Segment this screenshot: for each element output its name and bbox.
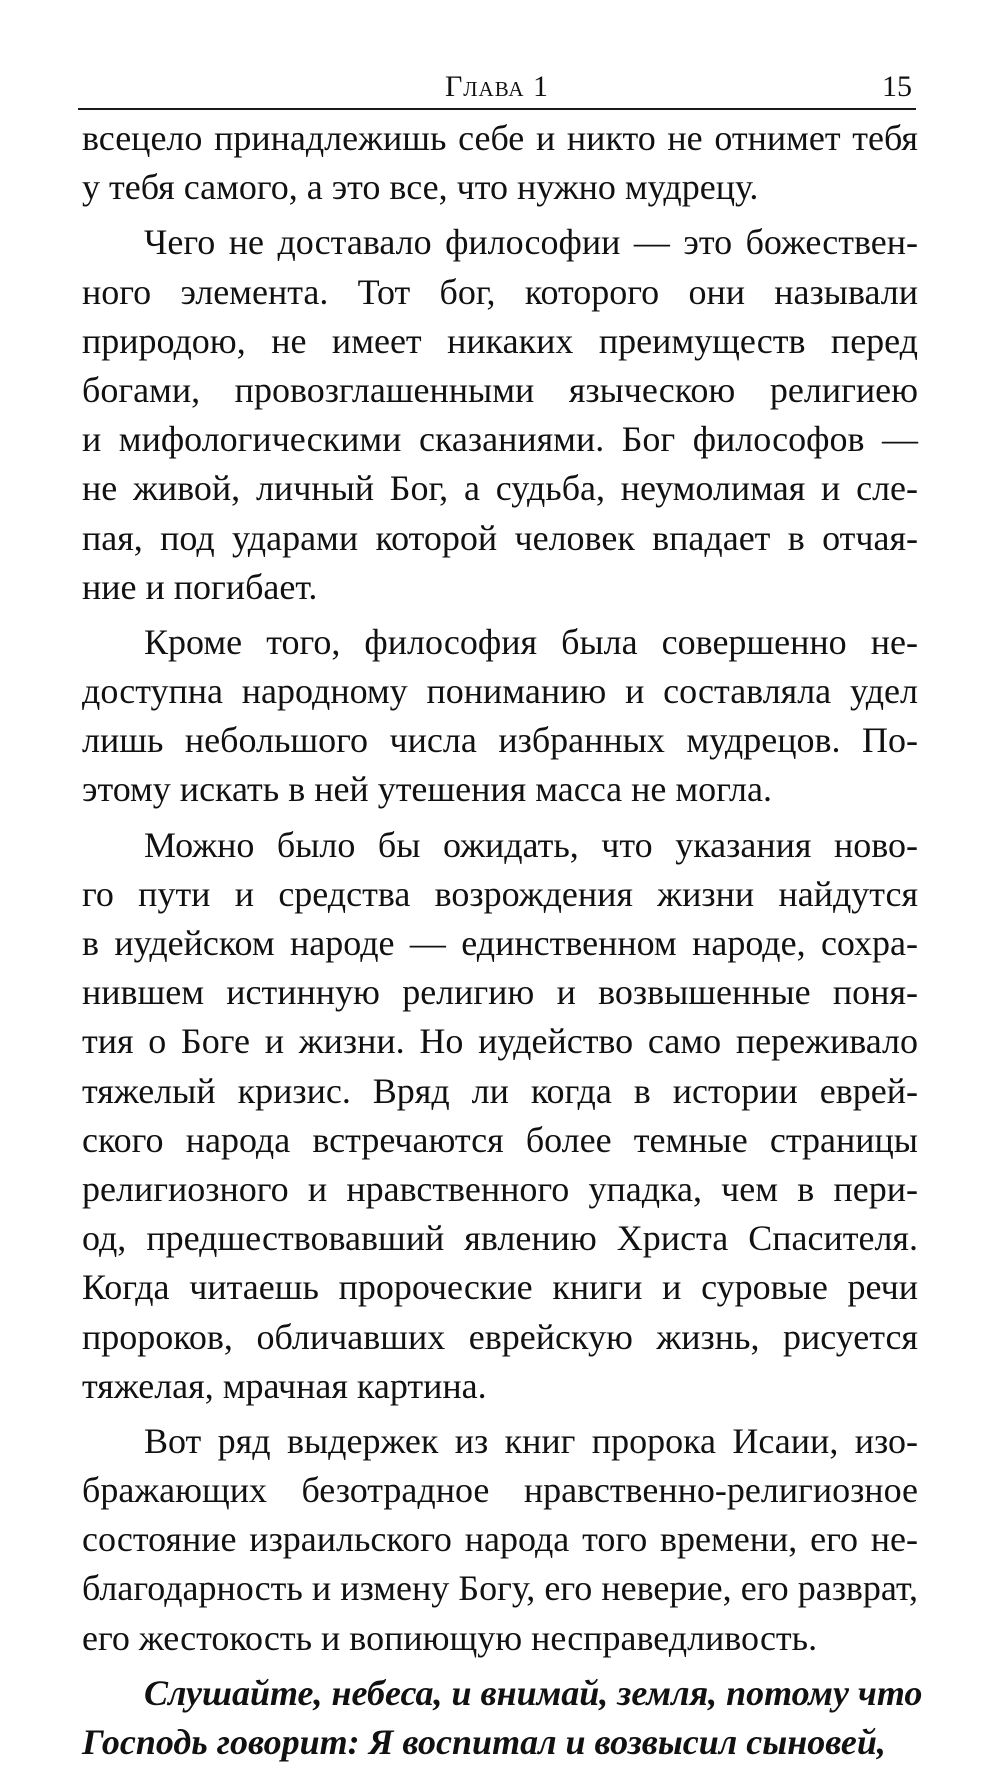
text-line: пая, под ударами которой человек впадает в отчая- (82, 517, 918, 558)
text-line: Господь говорит: Я воспитал и возвысил сыновей, (82, 1722, 886, 1762)
text-line: тяжелая, мрачная картина. (82, 1365, 487, 1406)
text-line: богами, провозглашенными языческою религиею (82, 369, 918, 410)
text-line: ского народа встречаются более темные страницы (82, 1119, 918, 1160)
text-line: лишь небольшого числа избранных мудрецов. По- (82, 720, 918, 761)
text-line: природою, не имеет никаких преимуществ перед (82, 320, 918, 361)
text-line: его жестокость и вопиющую несправедливость. (82, 1617, 818, 1658)
text-line: доступна народному пониманию и составляла удел (82, 671, 918, 712)
text-line: этому искать в ней утешения масса не могла. (82, 769, 772, 810)
paragraph (82, 618, 918, 815)
text-line: в иудейском народе — единственном народе, сохра- (82, 923, 918, 963)
text-line: од, предшествовавший явлению Христа Спасителя. (82, 1218, 918, 1259)
text-line: состояние израильского народа того времени, его не- (82, 1519, 918, 1560)
text-line: тия о Боге и жизни. Но иудейство само переживало (82, 1021, 918, 1062)
text-line: тяжелый кризис. Вряд ли когда в истории еврей- (82, 1070, 918, 1111)
body-text (82, 114, 923, 1767)
text-line: Когда читаешь пророческие книги и суровые речи (82, 1267, 918, 1308)
chapter-title: Глава 1 (444, 70, 550, 103)
text-line: бражающих безотрадное нравственно-религиозное (82, 1470, 918, 1511)
running-header (78, 66, 916, 110)
text-line: Чего не доставало философии — это божествен- (144, 222, 918, 263)
paragraph (82, 218, 918, 612)
text-line: благодарность и измену Богу, его неверие, его разврат, (82, 1568, 918, 1609)
paragraph (82, 114, 918, 212)
text-line: го пути и средства возрождения жизни найдутся (82, 873, 918, 914)
text-line: всецело принадлежишь себе и никто не отнимет тебя (82, 118, 918, 158)
text-line: ние и погибает. (82, 566, 318, 607)
text-line: религиозного и нравственного упадка, чем в пери- (82, 1168, 918, 1209)
text-line: у тебя самого, а это все, что нужно мудрецу. (82, 167, 759, 208)
text-line: не живой, личный Бог, а судьба, неумолимая и сле- (82, 468, 918, 509)
text-line: и мифологическими сказаниями. Бог философов — (82, 419, 918, 460)
text-line: нившем истинную религию и возвышенные поня- (82, 972, 918, 1013)
page-number: 15 (882, 70, 912, 103)
paragraph (82, 821, 918, 1411)
text-line: Кроме того, философия была совершенно не- (144, 621, 918, 662)
text-line: Слушайте, небеса, и внимай, земля, потому что (144, 1672, 923, 1713)
text-line: пророков, обличавших еврейскую жизнь, рисуется (82, 1316, 918, 1357)
paragraph (82, 1417, 918, 1663)
paragraph (82, 1669, 923, 1767)
text-line: Можно было бы ожидать, что указания ново- (144, 824, 918, 865)
text-line: ного элемента. Тот бог, которого они называли (82, 271, 918, 312)
text-line: Вот ряд выдержек из книг пророка Исаии, изо- (144, 1420, 918, 1461)
